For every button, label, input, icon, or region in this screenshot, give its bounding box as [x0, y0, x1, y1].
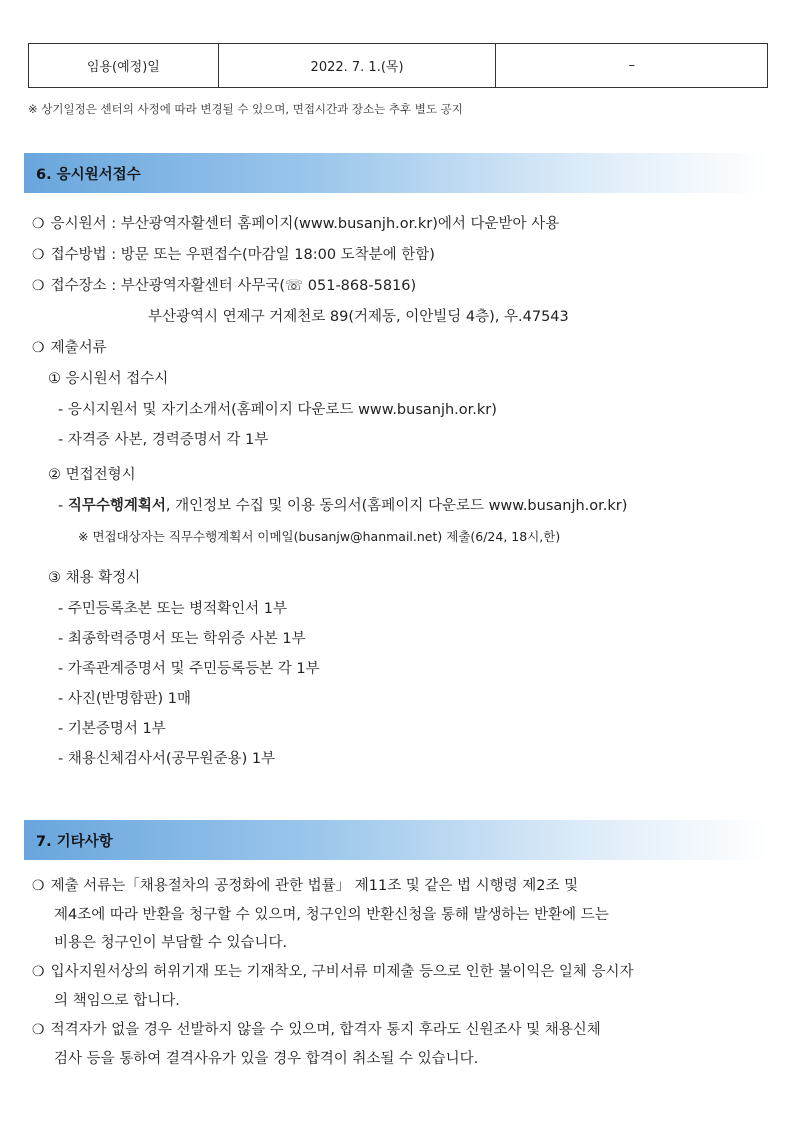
list-item: - 사진(반명함판) 1매: [58, 691, 192, 707]
section-7-header: [24, 820, 769, 860]
circle-bullet-icon: ❍: [32, 216, 45, 232]
stage2-item-rest: , 개인정보 수집 및 이용 동의서(홈페이지 다운로드 www.busanjh.or.kr): [165, 498, 628, 514]
list-item: - 가족관계증명서 및 주민등록등본 각 1부: [58, 661, 320, 677]
list-item: - 자격증 사본, 경력증명서 각 1부: [58, 432, 269, 448]
schedule-date-cell: 2022. 7. 1.(목): [218, 44, 496, 88]
documents-title-line: [32, 336, 107, 357]
circle-bullet-icon: ❍: [32, 964, 45, 980]
circle-bullet-icon: ❍: [32, 247, 45, 263]
section-7-title: 7. 기타사항: [36, 833, 113, 850]
section-6-header: [24, 153, 769, 193]
schedule-extra-cell: –: [496, 44, 768, 88]
list-item: - 주민등록초본 또는 병적확인서 1부: [58, 601, 287, 617]
list-item: - 응시지원서 및 자기소개서(홈페이지 다운로드 www.busanjh.or.kr): [58, 402, 497, 418]
documents-title: 제출서류: [50, 340, 107, 356]
notice-paragraph-2: [32, 958, 764, 1015]
notice-paragraph-3: [32, 1016, 764, 1073]
application-form-line: [32, 212, 559, 233]
submission-place-text: 접수장소 : 부산광역자활센터 사무국(☏ 051-868-5816): [50, 278, 417, 294]
list-item: - 기본증명서 1부: [58, 721, 166, 737]
list-item: - 최종학력증명서 또는 학위증 사본 1부: [58, 631, 306, 647]
stage2-item: [58, 494, 627, 515]
dash-prefix: -: [58, 498, 68, 514]
circle-bullet-icon: ❍: [32, 278, 45, 294]
submission-method-line: [32, 243, 435, 264]
section-6-title: 6. 응시원서접수: [36, 166, 141, 183]
notice-3-line-1: 적격자가 없을 경우 선발하지 않을 수 있으며, 합격자 통지 후라도 신원조사 및 채용신체: [50, 1022, 601, 1038]
notice-2-line-2: 의 책임으로 합니다.: [54, 992, 180, 1009]
application-form-text: 응시원서 : 부산광역자활센터 홈페이지(www.busanjh.or.kr)에서 다운받아 사용: [50, 216, 560, 232]
circle-bullet-icon: ❍: [32, 1022, 45, 1038]
circle-bullet-icon: ❍: [32, 340, 45, 356]
table-row: [29, 44, 768, 88]
list-item: - 채용신체검사서(공무원준용) 1부: [58, 751, 276, 767]
notice-paragraph-1: [32, 872, 764, 958]
submission-place-line: [32, 274, 416, 295]
submission-method-text: 접수방법 : 방문 또는 우편접수(마감일 18:00 도착분에 한함): [50, 247, 435, 263]
notice-1-line-2: 제4조에 따라 반환을 청구할 수 있으며, 청구인의 반환신청을 통해 발생하는 반환에 드는: [54, 906, 609, 923]
notice-1-line-1: 제출 서류는「채용절차의 공정화에 관한 법률」 제11조 및 같은 법 시행령 제2조 및: [50, 878, 579, 894]
stage2-note: ※ 면접대상자는 직무수행계획서 이메일(busanjw@hanmail.net) 제출(6/24, 18시,한): [78, 529, 561, 544]
notice-1-line-3: 비용은 청구인이 부담할 수 있습니다.: [54, 935, 288, 951]
notice-3-line-2: 검사 등을 통하여 결격사유가 있을 경우 합격이 취소될 수 있습니다.: [54, 1050, 479, 1067]
schedule-label-cell: 임용(예정)일: [29, 44, 219, 88]
schedule-note: ※ 상기일정은 센터의 사정에 따라 변경될 수 있으며, 면접시간과 장소는 추후 별도 공지: [28, 102, 463, 116]
job-plan-bold: 직무수행계획서: [67, 498, 166, 514]
stage1-title: ① 응시원서 접수시: [48, 371, 169, 387]
schedule-table: [28, 43, 768, 88]
stage3-title: ③ 채용 확정시: [48, 570, 141, 586]
address-line: 부산광역시 연제구 거제천로 89(거제동, 이안빌딩 4층), 우.47543: [148, 309, 569, 325]
circle-bullet-icon: ❍: [32, 878, 45, 894]
stage2-title: ② 면접전형시: [48, 467, 136, 483]
notice-2-line-1: 입사지원서상의 허위기재 또는 기재착오, 구비서류 미제출 등으로 인한 불이익은 일체 응시자: [50, 964, 634, 980]
